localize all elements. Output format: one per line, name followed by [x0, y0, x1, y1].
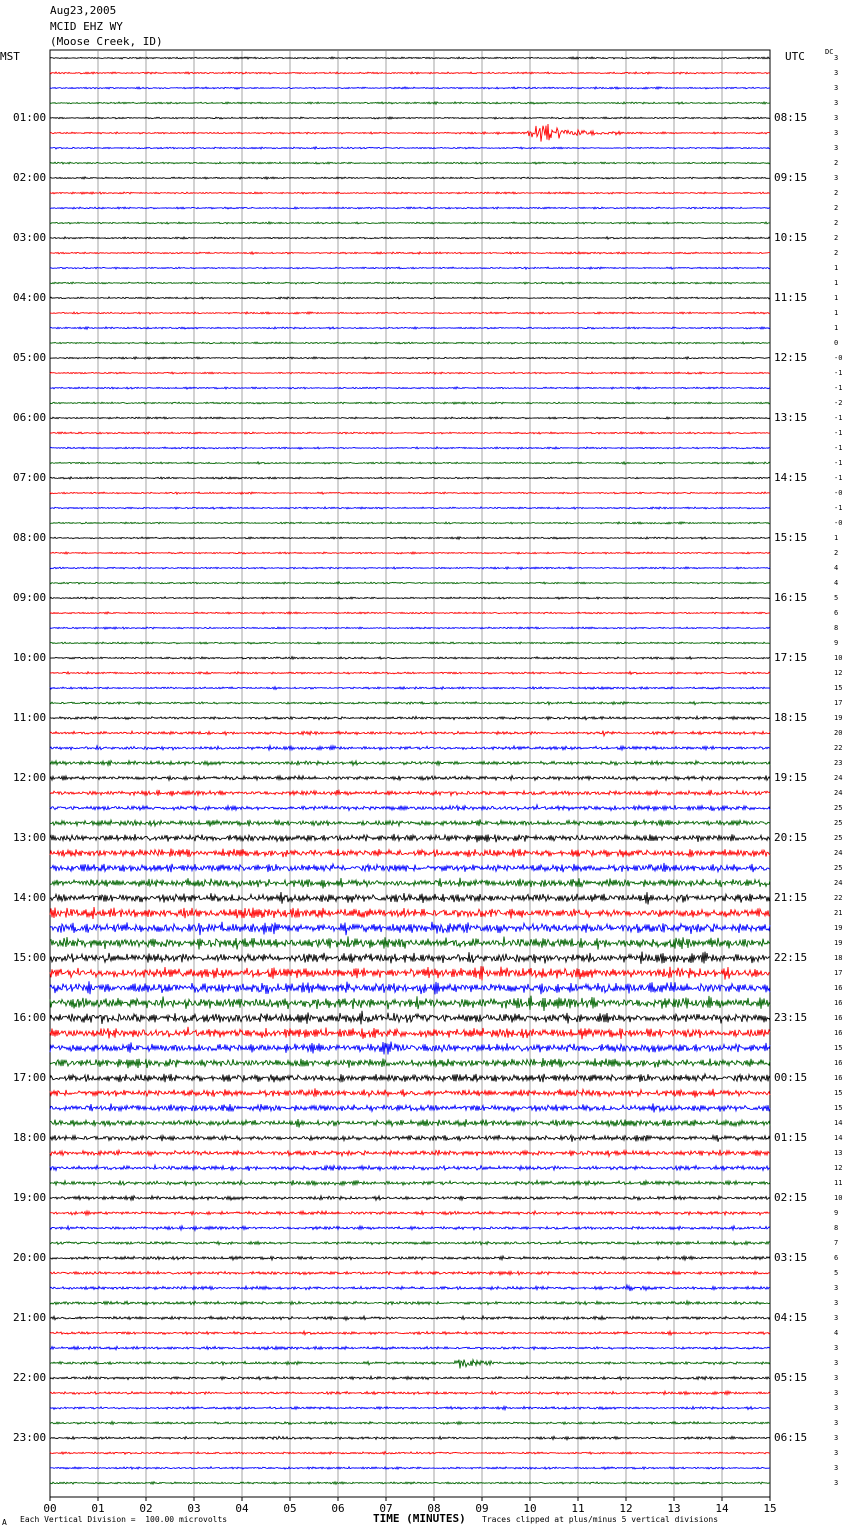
plot-frame	[50, 50, 770, 1497]
dc-offset-label: -2	[834, 399, 843, 407]
clip-note: Traces clipped at plus/minus 5 vertical divisions	[482, 1515, 719, 1524]
dc-offset-label: 2	[834, 249, 839, 257]
trace-line	[50, 162, 770, 164]
dc-offset-label: -1	[834, 444, 843, 452]
dc-offset-label: 1	[834, 264, 839, 272]
right-hour-label: 06:15	[774, 1431, 808, 1444]
trace-line	[50, 597, 770, 599]
dc-offset-label: 25	[834, 864, 843, 872]
right-hour-label: 01:15	[774, 1131, 808, 1144]
dc-offset-label: -1	[834, 384, 843, 392]
trace-line	[50, 1285, 770, 1291]
trace-line	[50, 1391, 770, 1395]
x-tick-label: 03	[187, 1502, 201, 1515]
x-tick-label: 02	[139, 1502, 153, 1515]
dc-offset-label: 3	[834, 84, 839, 92]
trace-line	[50, 1211, 770, 1215]
dc-offset-label: -0	[834, 354, 843, 362]
dc-offset-label: 4	[834, 1329, 839, 1337]
x-tick-label: 01	[91, 1502, 105, 1515]
dc-offset-label: 3	[834, 144, 839, 152]
trace-line	[50, 716, 770, 720]
scale-note: Each Vertical Division = 100.00 microvolts	[20, 1515, 228, 1524]
right-hour-label: 00:15	[774, 1071, 808, 1084]
right-hour-label: 05:15	[774, 1371, 808, 1384]
dc-offset-label: 1	[834, 294, 839, 302]
trace-line	[50, 402, 770, 404]
trace-line	[50, 117, 770, 119]
left-hour-label: 16:00	[13, 1011, 47, 1024]
dc-offset-label: 6	[834, 609, 839, 617]
trace-line	[50, 627, 770, 629]
left-hour-label: 07:00	[13, 471, 47, 484]
dc-offset-label: 1	[834, 309, 839, 317]
dc-offset-label: 17	[834, 969, 843, 977]
left-hour-label: 19:00	[13, 1191, 47, 1204]
trace-line	[50, 192, 770, 194]
trace-line	[50, 57, 770, 59]
left-hour-label: 11:00	[13, 711, 47, 724]
trace-line	[50, 1150, 770, 1157]
trace-line	[50, 537, 770, 539]
left-hour-label: 12:00	[13, 771, 47, 784]
trace-line	[50, 849, 770, 858]
dc-offset-label: -1	[834, 414, 843, 422]
trace-line	[50, 417, 770, 419]
dc-offset-label: 2	[834, 234, 839, 242]
right-hour-label: 23:15	[774, 1011, 808, 1024]
right-hour-label: 19:15	[774, 771, 808, 784]
dc-offset-label: -1	[834, 429, 843, 437]
dc-offset-label: 9	[834, 639, 839, 647]
right-hour-label: 12:15	[774, 351, 808, 364]
trace-line	[50, 746, 770, 750]
right-timezone-label: UTC	[785, 50, 805, 63]
trace-line	[50, 102, 770, 104]
dc-offset-label: 24	[834, 789, 843, 797]
dc-offset-label: 4	[834, 564, 839, 572]
dc-offset-label: 5	[834, 1269, 839, 1277]
left-timezone-label: MST	[0, 50, 20, 63]
dc-offset-label: 15	[834, 1044, 843, 1052]
dc-offset-label: 11	[834, 1179, 843, 1187]
x-tick-label: 08	[427, 1502, 441, 1515]
dc-offset-label: 3	[834, 1404, 839, 1412]
trace-line	[50, 462, 770, 465]
trace-line	[50, 863, 770, 872]
left-hour-label: 17:00	[13, 1071, 47, 1084]
trace-line	[50, 1241, 770, 1245]
left-hour-label: 08:00	[13, 531, 47, 544]
trace-line	[50, 687, 770, 690]
trace-line	[50, 522, 770, 524]
x-tick-label: 14	[715, 1502, 729, 1515]
trace-line	[50, 447, 770, 449]
left-hour-label: 14:00	[13, 891, 47, 904]
x-tick-label: 13	[667, 1502, 681, 1515]
dc-offset-label: 7	[834, 1239, 839, 1247]
dc-offset-label: 25	[834, 804, 843, 812]
dc-offset-label: 3	[834, 1314, 839, 1322]
trace-line	[50, 252, 770, 254]
dc-offset-label: 16	[834, 999, 843, 1007]
left-hour-label: 09:00	[13, 591, 47, 604]
dc-offset-label: 2	[834, 204, 839, 212]
dc-offset-label: 5	[834, 594, 839, 602]
dc-offset-label: 25	[834, 819, 843, 827]
trace-line	[50, 1482, 770, 1485]
dc-offset-label: 3	[834, 174, 839, 182]
right-hour-label: 18:15	[774, 711, 808, 724]
trace-line	[50, 1011, 770, 1025]
trace-line	[50, 702, 770, 705]
right-hour-label: 09:15	[774, 171, 808, 184]
trace-line	[50, 1256, 770, 1260]
dc-offset-label: -0	[834, 519, 843, 527]
trace-line	[50, 996, 770, 1011]
footer-mark: A	[2, 1518, 7, 1527]
dc-offset-label: -1	[834, 504, 843, 512]
dc-offset-label: 15	[834, 1089, 843, 1097]
x-tick-label: 11	[571, 1502, 585, 1515]
trace-line	[50, 805, 770, 811]
dc-offset-label: 3	[834, 1344, 839, 1352]
dc-offset-label: 4	[834, 579, 839, 587]
left-hour-label: 03:00	[13, 231, 47, 244]
right-hour-label: 22:15	[774, 951, 808, 964]
trace-line	[50, 761, 770, 766]
trace-line	[50, 124, 770, 142]
dc-offset-label: 3	[834, 1299, 839, 1307]
right-hour-label: 11:15	[774, 291, 808, 304]
trace-line	[50, 432, 770, 434]
trace-line	[50, 1346, 770, 1349]
dc-offset-label: 3	[834, 129, 839, 137]
trace-line	[50, 612, 770, 614]
trace-line	[50, 1058, 770, 1068]
trace-line	[50, 1042, 770, 1055]
trace-line	[50, 642, 770, 644]
dc-offset-label: -1	[834, 459, 843, 467]
trace-line	[50, 372, 770, 374]
trace-line	[50, 342, 770, 344]
dc-offset-label: 16	[834, 1059, 843, 1067]
trace-line	[50, 492, 770, 494]
left-hour-label: 06:00	[13, 411, 47, 424]
trace-line	[50, 731, 770, 736]
dc-offset-label: 3	[834, 1359, 839, 1367]
left-hour-label: 13:00	[13, 831, 47, 844]
trace-line	[50, 1331, 770, 1335]
trace-line	[50, 1467, 770, 1470]
dc-offset-label: 2	[834, 189, 839, 197]
trace-line	[50, 1376, 770, 1380]
dc-offset-label: 1	[834, 279, 839, 287]
left-hour-label: 20:00	[13, 1251, 47, 1264]
left-hour-label: 22:00	[13, 1371, 47, 1384]
left-hour-label: 05:00	[13, 351, 47, 364]
trace-line	[50, 907, 770, 919]
trace-line	[50, 147, 770, 149]
right-hour-label: 04:15	[774, 1311, 808, 1324]
trace-line	[50, 1119, 770, 1128]
dc-offset-label: 3	[834, 1464, 839, 1472]
trace-line	[50, 1165, 770, 1171]
dc-offset-label: 3	[834, 114, 839, 122]
dc-offset-label: 8	[834, 1224, 839, 1232]
trace-line	[50, 819, 770, 826]
dc-offset-label: 3	[834, 1479, 839, 1487]
left-hour-label: 10:00	[13, 651, 47, 664]
dc-offset-label: 1	[834, 324, 839, 332]
x-tick-label: 09	[475, 1502, 489, 1515]
trace-line	[50, 1436, 770, 1439]
dc-offset-label: 22	[834, 744, 843, 752]
dc-offset-label: 13	[834, 1149, 843, 1157]
trace-line	[50, 237, 770, 239]
dc-offset-label: 3	[834, 99, 839, 107]
dc-offset-label: 19	[834, 924, 843, 932]
trace-line	[50, 1316, 770, 1320]
dc-offset-label: 6	[834, 1254, 839, 1262]
right-hour-label: 02:15	[774, 1191, 808, 1204]
right-hour-label: 21:15	[774, 891, 808, 904]
x-tick-label: 04	[235, 1502, 249, 1515]
trace-line	[50, 672, 770, 675]
trace-line	[50, 1027, 770, 1039]
trace-line	[50, 1196, 770, 1201]
dc-offset-label: -1	[834, 369, 843, 377]
dc-offset-label: 2	[834, 159, 839, 167]
dc-offset-label: 21	[834, 909, 843, 917]
dc-offset-label: 2	[834, 219, 839, 227]
right-hour-label: 14:15	[774, 471, 808, 484]
trace-line	[50, 1301, 770, 1305]
dc-offset-label: 0	[834, 339, 839, 347]
dc-offset-label: 3	[834, 1284, 839, 1292]
dc-offset-label: 24	[834, 879, 843, 887]
trace-line	[50, 1135, 770, 1142]
dc-offset-label: 16	[834, 1029, 843, 1037]
trace-line	[50, 1422, 770, 1425]
trace-line	[50, 892, 770, 905]
trace-line	[50, 922, 770, 935]
dc-offset-label: 12	[834, 1164, 843, 1172]
trace-line	[50, 776, 770, 781]
dc-offset-label: 19	[834, 939, 843, 947]
trace-line	[50, 1074, 770, 1083]
trace-line	[50, 387, 770, 389]
left-hour-label: 15:00	[13, 951, 47, 964]
dc-label: DC	[825, 48, 834, 56]
dc-offset-label: 24	[834, 849, 843, 857]
right-hour-label: 13:15	[774, 411, 808, 424]
trace-line	[50, 1360, 770, 1369]
x-tick-label: 10	[523, 1502, 537, 1515]
trace-line	[50, 567, 770, 569]
dc-offset-label: -1	[834, 474, 843, 482]
trace-line	[50, 1226, 770, 1230]
dc-offset-label: 3	[834, 69, 839, 77]
dc-offset-label: 16	[834, 1074, 843, 1082]
trace-line	[50, 222, 770, 224]
trace-line	[50, 582, 770, 584]
x-tick-label: 06	[331, 1502, 345, 1515]
dc-offset-label: 3	[834, 1434, 839, 1442]
dc-offset-label: 1	[834, 534, 839, 542]
dc-offset-label: 3	[834, 1419, 839, 1427]
trace-line	[50, 267, 770, 269]
trace-line	[50, 282, 770, 284]
station-location: (Moose Creek, ID)	[50, 35, 163, 48]
x-axis-label: TIME (MINUTES)	[373, 1512, 466, 1525]
dc-offset-label: 15	[834, 1104, 843, 1112]
trace-line	[50, 357, 770, 360]
dc-offset-label: 10	[834, 1194, 843, 1202]
trace-line	[50, 552, 770, 554]
plot-date: Aug23,2005	[50, 4, 117, 17]
trace-line	[50, 207, 770, 209]
trace-line	[50, 87, 770, 89]
dc-offset-label: 15	[834, 684, 843, 692]
left-hour-label: 21:00	[13, 1311, 47, 1324]
dc-offset-label: 3	[834, 54, 839, 62]
right-hour-label: 16:15	[774, 591, 808, 604]
trace-line	[50, 297, 770, 299]
trace-line	[50, 1271, 770, 1275]
x-tick-label: 05	[283, 1502, 297, 1515]
trace-line	[50, 966, 770, 980]
x-tick-label: 12	[619, 1502, 633, 1515]
trace-line	[50, 952, 770, 964]
dc-offset-label: 20	[834, 729, 843, 737]
dc-offset-label: 22	[834, 894, 843, 902]
trace-line	[50, 312, 770, 314]
dc-offset-label: 8	[834, 624, 839, 632]
right-hour-label: 10:15	[774, 231, 808, 244]
x-tick-label: 15	[763, 1502, 777, 1515]
x-tick-label: 07	[379, 1502, 393, 1515]
dc-offset-label: 14	[834, 1134, 843, 1142]
trace-line	[50, 1452, 770, 1455]
dc-offset-label: 3	[834, 1449, 839, 1457]
left-hour-label: 02:00	[13, 171, 47, 184]
dc-offset-label: 3	[834, 1389, 839, 1397]
dc-offset-label: 18	[834, 954, 843, 962]
trace-line	[50, 936, 770, 949]
dc-offset-label: 16	[834, 984, 843, 992]
trace-line	[50, 507, 770, 509]
trace-line	[50, 477, 770, 479]
left-hour-label: 23:00	[13, 1431, 47, 1444]
x-tick-label: 00	[43, 1502, 57, 1515]
right-hour-label: 17:15	[774, 651, 808, 664]
trace-line	[50, 834, 770, 842]
trace-line	[50, 1406, 770, 1409]
right-hour-label: 15:15	[774, 531, 808, 544]
dc-offset-label: 12	[834, 669, 843, 677]
right-hour-label: 20:15	[774, 831, 808, 844]
trace-line	[50, 1180, 770, 1185]
dc-offset-label: 17	[834, 699, 843, 707]
seismogram-traces	[50, 57, 770, 1484]
dc-offset-label: 24	[834, 774, 843, 782]
dc-offset-label: 2	[834, 549, 839, 557]
trace-line	[50, 790, 770, 796]
left-hour-label: 04:00	[13, 291, 47, 304]
right-hour-label: 03:15	[774, 1251, 808, 1264]
trace-line	[50, 878, 770, 889]
dc-offset-label: 3	[834, 1374, 839, 1382]
trace-line	[50, 981, 770, 994]
dc-offset-label: 23	[834, 759, 843, 767]
dc-offset-label: 9	[834, 1209, 839, 1217]
left-hour-label: 01:00	[13, 111, 47, 124]
trace-line	[50, 1103, 770, 1112]
dc-offset-label: 16	[834, 1014, 843, 1022]
plot-grid	[50, 50, 770, 1497]
dc-offset-label: 19	[834, 714, 843, 722]
dc-offset-label: 14	[834, 1119, 843, 1127]
left-hour-label: 18:00	[13, 1131, 47, 1144]
trace-line	[50, 177, 770, 179]
dc-offset-label: 10	[834, 654, 843, 662]
trace-line	[50, 327, 770, 329]
trace-line	[50, 1088, 770, 1097]
trace-line	[50, 657, 770, 660]
right-hour-label: 08:15	[774, 111, 808, 124]
trace-line	[50, 72, 770, 74]
station-code: MCID EHZ WY	[50, 20, 123, 33]
dc-offset-label: -0	[834, 489, 843, 497]
dc-offset-label: 25	[834, 834, 843, 842]
